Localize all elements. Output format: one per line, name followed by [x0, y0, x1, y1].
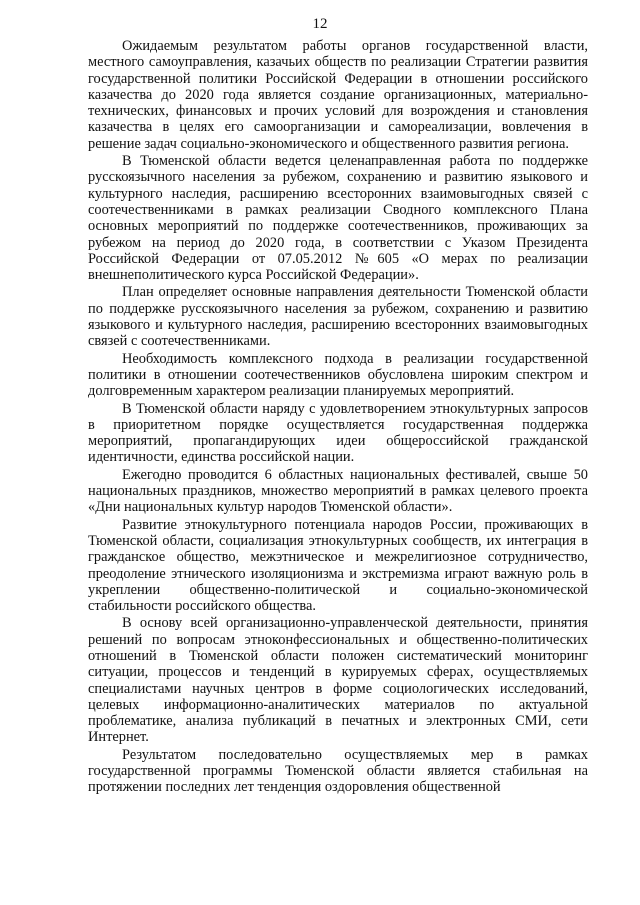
paragraph-results: Результатом последовательно осуществляемых мер в рамках государственной программы Тюменской области является стабильная на протяжении последних лет тенденция оздоровления общественной — [88, 746, 588, 796]
paragraph-ethnocultural-requests: В Тюменской области наряду с удовлетворением этнокультурных запросов в приоритетном порядке осуществляется государственная поддержка мероприятий, пропагандирующих идеи общероссийской гражданской идентичности, единства российской нации. — [88, 400, 588, 466]
paragraph-monitoring: В основу всей организационно-управленческой деятельности, принятия решений по вопросам этноконфессиональных и общественно-политических отношений в Тюменской области положен систематический мониторинг ситуации, процессов и тенденций в курируемых сферах, осуществляемых специалистами научных центров в форме социологических исследований, целевых информационно-аналитических материалов по актуальной проблематике, анализа публикаций в печатных и электронных СМИ, сети Интернет. — [88, 615, 588, 746]
page-number: 12 — [312, 16, 328, 32]
paragraph-comprehensive-approach: Необходимость комплексного подхода в реализации государственной политики в отношении соотечественников обусловлена широким спектром и долговременным характером реализации планируемых мероприятий. — [88, 350, 588, 400]
paragraph-compatriots-support: В Тюменской области ведется целенаправленная работа по поддержке русскоязычного населения за рубежом, сохранению и развитию языкового и культурного наследия, расширению всесторонних взаимовыгодных связей с соотечественниками в рамках реализации Сводного комплексного Плана основных мероприятий по поддержке соотечественников, проживающих за рубежом на период до 2020 года, в соответствии с Указом Президента Российской Федерации от 07.05.2012 №605 «О мерах по реализации внешнеполитического курса Российской Федерации». — [88, 153, 588, 284]
paragraph-plan-directions: План определяет основные направления деятельности Тюменской области по поддержке русскоязычного населения за рубежом, сохранению и развитию языкового и культурного наследия, расширению всесторонних взаимовыгодных связей с соотечественниками. — [88, 284, 588, 350]
paragraph-ethnocultural-potential: Развитие этнокультурного потенциала народов России, проживающих в Тюменской области, социализация этнокультурных сообществ, их интеграция в гражданское общество, межэтническое и межрелигиозное сотрудничество, преодоление этнического изоляционизма и экстремизма играют важную роль в укреплении общественно-политической и социально-экономической стабильности российского общества. — [88, 516, 588, 615]
paragraph-festivals: Ежегодно проводится 6 областных национальных фестивалей, свыше 50 национальных праздников, множество мероприятий в рамках целевого проекта «Дни национальных культур народов Тюменской области». — [88, 466, 588, 516]
document-body — [88, 38, 588, 797]
paragraph-cossack-strategy: Ожидаемым результатом работы органов государственной власти, местного самоуправления, казачьих обществ по реализации Стратегии развития государственной политики Российской Федерации в отношении российского казачества до 2020 года является создание организационных, материально-технических, финансовых и прочих условий для возрождения и становления казачества в целях его самоорганизации и самореализации, вовлечения в решение задач социально-экономического и общественного развития региона. — [88, 38, 588, 152]
